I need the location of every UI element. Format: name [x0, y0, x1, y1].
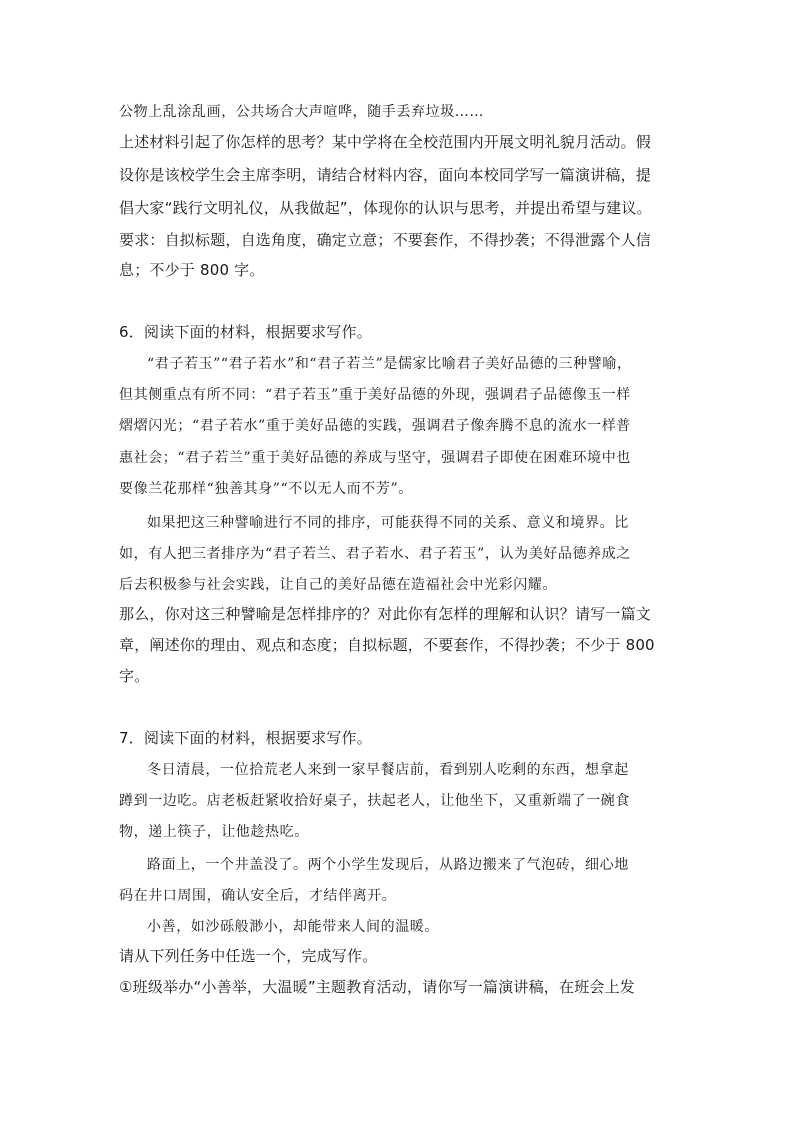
q6-material-line: 如，有人把三者排序为“君子若兰、君子若水、君子若玉”，认为美好品德养成之: [119, 546, 631, 562]
q6-heading: 6．阅读下面的材料，根据要求写作。: [119, 323, 372, 341]
q7-material-line: 路面上，一个井盖没了。两个小学生发现后，从路边搬来了气泡砖，细心地: [147, 857, 629, 873]
q5-prompt-line: 要求：自拟标题，自选角度，确定立意；不要套作，不得抄袭；不得泄露个人信: [119, 231, 652, 249]
q5-prompt-line: 息；不少于 800 字。: [119, 261, 265, 279]
q5-prompt-line: 上述材料引起了你怎样的思考？某中学将在全校范围内开展文明礼貌月活动。假: [119, 133, 652, 151]
q5-prompt-line: 设你是该校学生会主席李明，请结合材料内容，面向本校同学写一篇演讲稿，提: [119, 166, 652, 184]
q6-prompt-line: 字。: [119, 667, 150, 685]
q6-prompt-line: 章，阐述你的理由、观点和态度；自拟标题，不要套作，不得抄袭；不少于 800: [119, 636, 655, 654]
q7-material-line: 冬日清晨，一位拾荒老人来到一家早餐店前，看到别人吃剩的东西，想拿起: [147, 762, 629, 778]
q7-prompt-line: ①班级举办“小善举，大温暖”主题教育活动，请你写一篇演讲稿，在班会上发: [119, 978, 635, 996]
q6-material-line: 惠社会；“君子若兰”重于美好品德的养成与坚守，强调君子即使在困难环境中也: [119, 450, 631, 466]
q6-material-line: 如果把这三种譬喻进行不同的排序，可能获得不同的关系、意义和境界。比: [147, 515, 629, 531]
q6-prompt-line: 那么，你对这三种譬喻是怎样排序的？对此你有怎样的理解和认识？请写一篇文: [119, 605, 652, 623]
q7-material-line: 码在井口周围，确认安全后，才结伴离开。: [119, 888, 397, 904]
q7-prompt-line: 请从下列任务中任选一个，完成写作。: [119, 947, 378, 965]
q6-material-line: 后去积极参与社会实践，让自己的美好品德在造福社会中光彩闪耀。: [119, 577, 557, 593]
q7-heading: 7．阅读下面的材料，根据要求写作。: [119, 729, 372, 747]
q7-material-line: 蹲到一边吃。店老板赶紧收拾好桌子，扶起老人，让他坐下，又重新端了一碗食: [119, 793, 630, 809]
q6-material-line: 要像兰花那样“独善其身”“不以无人而不芳”。: [119, 481, 413, 497]
q6-material-line: 熠熠闪光；“君子若水”重于美好品德的实践，强调君子像奔腾不息的流水一样普: [119, 418, 631, 434]
q5-material-tail: 公物上乱涂乱画，公共场合大声喧哗，随手丢弃垃圾……: [119, 104, 484, 120]
q7-material-line: 小善，如沙砾般渺小，却能带来人间的温暖。: [147, 919, 439, 935]
q6-material-line: 但其侧重点有所不同：“君子若玉”重于美好品德的外现，强调君子品德像玉一样: [119, 387, 631, 403]
q5-prompt-line: 倡大家“践行文明礼仪，从我做起”，体现你的认识与思考，并提出希望与建议。: [119, 199, 652, 217]
q6-material-line: “君子若玉”“君子若水”和“君子若兰”是儒家比喻君子美好品德的三种譬喻，: [147, 356, 632, 372]
q7-material-line: 物，递上筷子，让他趁热吃。: [119, 824, 309, 840]
